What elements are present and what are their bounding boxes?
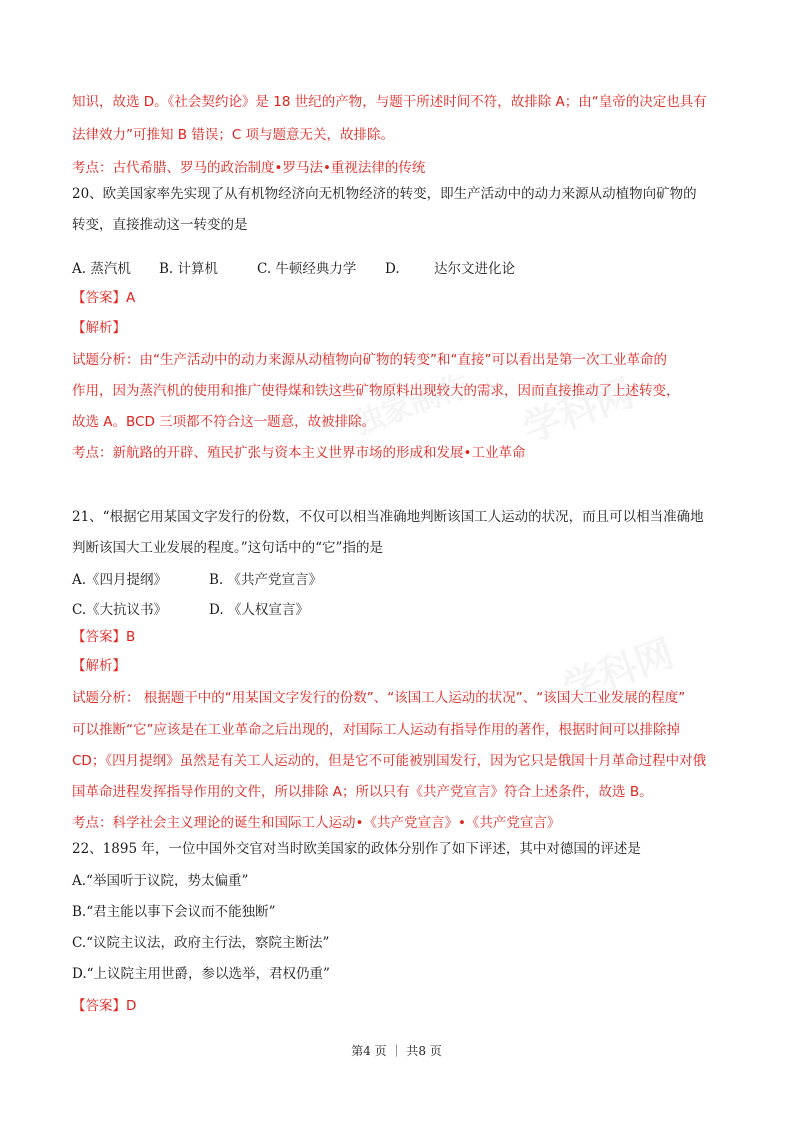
- explanation-21: CD；《四月提纲》虽然是有关工人运动的，但是它不可能被别国发行，因为它只是俄国十月革命过程中对俄: [72, 753, 707, 769]
- option-c: C. 牛顿经典力学: [257, 261, 357, 277]
- question-21-stem: 21、“根据它用某国文字发行的份数，不仅可以相当准确地判断该国工人运动的状况，而且可以相当准确地: [72, 509, 704, 525]
- watermark: 学科网: [517, 370, 640, 451]
- explanation-20: 故选 A。BCD 三项都不符合这一题意，故被排除。: [72, 414, 376, 430]
- prev-explanation-line: 知识，故选 D。《社会契约论》是 18 世纪的产物，与题干所述时间不符，故排除 A；由“皇帝的决定也具有: [72, 94, 707, 110]
- explanation-21: 国革命进程发挥指导作用的文件，所以排除 A；所以只有《共产党宣言》符合上述条件，故选 B。: [72, 784, 653, 800]
- question-22-option-d: D.“上议院主用世爵，参以选举，君权仍重”: [72, 966, 330, 982]
- page-footer: 第4 页 ｜ 共8 页: [351, 1044, 442, 1058]
- question-21-options: [72, 570, 732, 590]
- explanation-20: 试题分析：由“生产活动中的动力来源从动植物向矿物的转变”和“直接”可以看出是第一次工业革命的: [72, 352, 667, 368]
- question-22-stem: 22、1895 年，一位中国外交官对当时欧美国家的政体分别作了如下评述，其中对德国的评述是: [72, 841, 641, 857]
- explanation-20: 作用，因为蒸汽机的使用和推广使得煤和铁这些矿物原料出现较大的需求，因而直接推动了上述转变，: [72, 383, 680, 399]
- knowledge-point-20: 考点：新航路的开辟、殖民扩张与资本主义世界市场的形成和发展•工业革命: [72, 445, 526, 461]
- option-c: C.《大抗议书》: [72, 602, 168, 618]
- option-a: A. 蒸汽机: [72, 261, 131, 277]
- option-d: D. 《人权宣言》: [209, 602, 309, 618]
- option-d: D.: [385, 261, 400, 277]
- watermark: 学科网: [557, 630, 680, 711]
- question-22-option-a: A.“举国听于议院，势太偏重”: [72, 873, 249, 889]
- question-21-stem: 判断该国大工业发展的程度。”这句话中的“它”指的是: [72, 540, 383, 556]
- question-20-stem: 20、欧美国家率先实现了从有机物经济向无机物经济的转变，即生产活动中的动力来源从动植物向矿物的: [72, 186, 697, 202]
- question-22-option-b: B.“君主能以事下会议而不能独断”: [72, 904, 276, 920]
- explanation-21: 可以推断“它”应该是在工业革命之后出现的，对国际工人运动有指导作用的著作，根据时间可以排除掉: [72, 722, 680, 738]
- analysis-heading-20: 【解析】: [72, 320, 126, 336]
- prev-explanation-line: 法律效力”可推知 B 错误；C 项与题意无关，故排除。: [72, 127, 395, 143]
- question-22-option-c: C.“议院主议法，政府主行法，察院主断法”: [72, 935, 330, 951]
- option-a: A.《四月提纲》: [72, 572, 168, 588]
- answer-20: 【答案】A: [72, 290, 136, 306]
- explanation-21: 试题分析： 根据题干中的“用某国文字发行的份数”、“该国工人运动的状况”、“该国大工业发展的程度”: [72, 690, 686, 706]
- knowledge-point-21: 考点：科学社会主义理论的诞生和国际工人运动•《共产党宣言》•《共产党宣言》: [72, 815, 561, 831]
- watermark: 独家制作: [348, 368, 474, 443]
- analysis-heading-21: 【解析】: [72, 658, 126, 674]
- option-b: B. 计算机: [159, 261, 219, 277]
- prev-knowledge-point: 考点：古代希腊、罗马的政治制度•罗马法•重视法律的传统: [72, 160, 426, 176]
- answer-22: 【答案】D: [72, 998, 137, 1014]
- question-21-options: [72, 600, 732, 620]
- option-b: B. 《共产党宣言》: [209, 572, 323, 588]
- option-d-text: 达尔文进化论: [434, 261, 515, 277]
- answer-21: 【答案】B: [72, 629, 136, 645]
- question-20-stem: 转变，直接推动这一转变的是: [72, 217, 248, 233]
- question-20-options: [72, 259, 732, 279]
